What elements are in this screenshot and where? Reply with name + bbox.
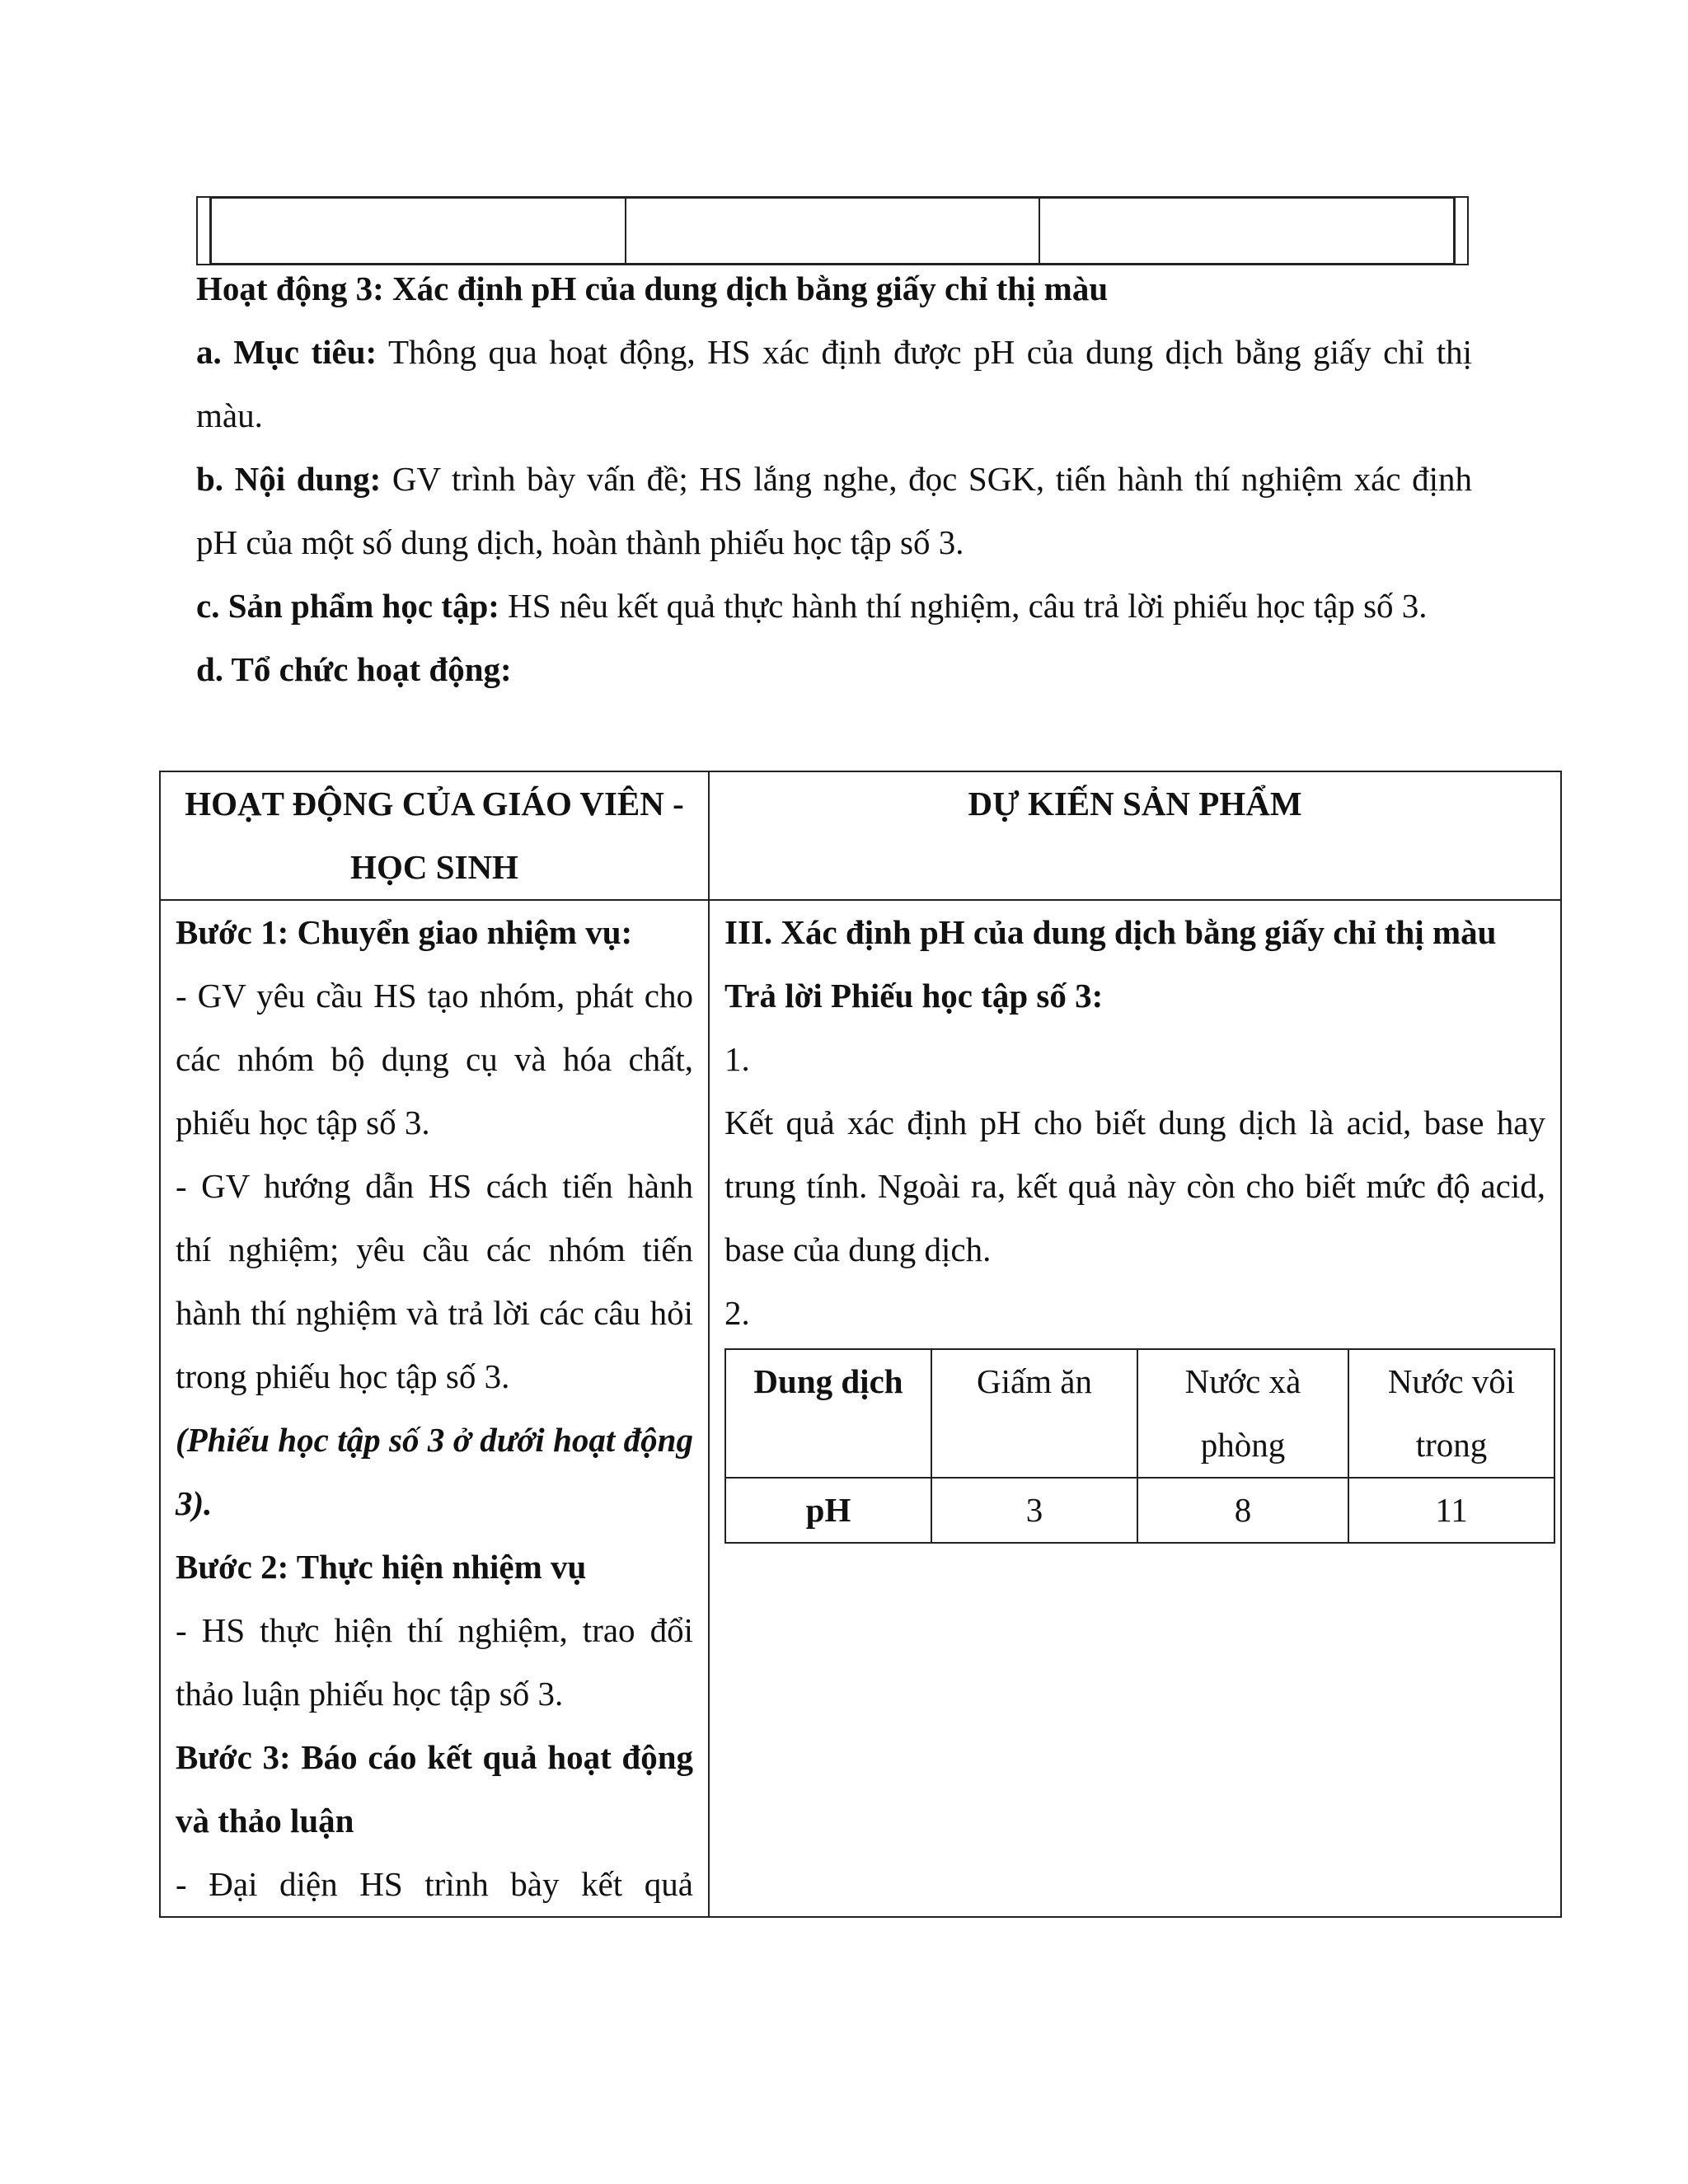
ph-table	[724, 1348, 1555, 1544]
content-paragraph	[196, 448, 1472, 574]
content-text: GV trình bày vấn đề; HS lắng nghe, đọc SGK, tiến hành thí nghiệm xác định pH của một số dung dịch, hoàn thành phiếu học tập số 3.	[196, 460, 1472, 561]
question-1-answer: Kết quả xác định pH cho biết dung dịch là acid, base hay trung tính. Ngoài ra, kết quả này còn cho biết mức độ acid, base của dung dịch.	[724, 1104, 1545, 1268]
step2-heading: Bước 2: Thực hiện nhiệm vụ	[176, 1548, 587, 1586]
step3-heading: Bước 3: Báo cáo kết quả hoạt động và thảo luận	[176, 1738, 693, 1840]
header-expected-product: DỰ KIẾN SẢN PHẨM	[709, 771, 1561, 900]
header-teacher-student: HOẠT ĐỘNG CỦA GIÁO VIÊN - HỌC SINH	[160, 771, 709, 900]
ph-value-soap-water: 8	[1137, 1478, 1348, 1543]
ph-value-limewater: 11	[1348, 1478, 1554, 1543]
ph-header-solution: Dung dịch	[725, 1349, 931, 1478]
previous-table-remnant	[196, 196, 1469, 265]
activity-table	[159, 771, 1562, 1918]
content-label: b. Nội dung:	[196, 460, 382, 498]
question-2-number: 2.	[724, 1294, 750, 1332]
step2-item-1: - HS thực hiện thí nghiệm, trao đổi thảo luận phiếu học tập số 3.	[176, 1611, 693, 1713]
ph-header-soap-water: Nước xà phòng	[1137, 1349, 1348, 1478]
step1-note: (Phiếu học tập số 3 ở dưới hoạt động 3).	[176, 1421, 693, 1522]
objective-paragraph	[196, 321, 1472, 448]
ph-table-header-row	[725, 1349, 1554, 1478]
product-label: c. Sản phẩm học tập:	[196, 587, 499, 625]
teacher-student-cell	[160, 900, 709, 1917]
activity-heading: Hoạt động 3: Xác định pH của dung dịch bằng giấy chỉ thị màu	[196, 269, 1109, 307]
organization-label: d. Tổ chức hoạt động:	[196, 650, 512, 688]
product-paragraph	[196, 574, 1472, 638]
objective-label: a. Mục tiêu:	[196, 333, 377, 371]
expected-product-cell	[709, 900, 1561, 1917]
step1-heading: Bước 1: Chuyển giao nhiệm vụ:	[176, 913, 633, 951]
question-1-number: 1.	[724, 1040, 750, 1078]
ph-header-limewater: Nước vôi trong	[1348, 1349, 1554, 1478]
activity-intro	[196, 257, 1472, 701]
ph-table-value-row	[725, 1478, 1554, 1543]
step3-item-1: - Đại diện HS trình bày kết quả	[176, 1865, 693, 1903]
step1-item-2: - GV hướng dẫn HS cách tiến hành thí nghiệm; yêu cầu các nhóm tiến hành thí nghiệm và trả lời các câu hỏi trong phiếu học tập số 3.	[176, 1167, 693, 1395]
objective-text: Thông qua hoạt động, HS xác định được pH của dung dịch bằng giấy chỉ thị màu.	[196, 333, 1472, 434]
ph-header-vinegar: Giấm ăn	[931, 1349, 1137, 1478]
ph-row-label: pH	[725, 1478, 931, 1543]
ph-value-vinegar: 3	[931, 1478, 1137, 1543]
answer-title: Trả lời Phiếu học tập số 3:	[724, 977, 1104, 1015]
product-text: HS nêu kết quả thực hành thí nghiệm, câu trả lời phiếu học tập số 3.	[499, 587, 1428, 625]
section-title: III. Xác định pH của dung dịch bằng giấy chỉ thị màu	[724, 913, 1497, 951]
step1-item-1: - GV yêu cầu HS tạo nhóm, phát cho các nhóm bộ dụng cụ và hóa chất, phiếu học tập số 3.	[176, 977, 693, 1141]
